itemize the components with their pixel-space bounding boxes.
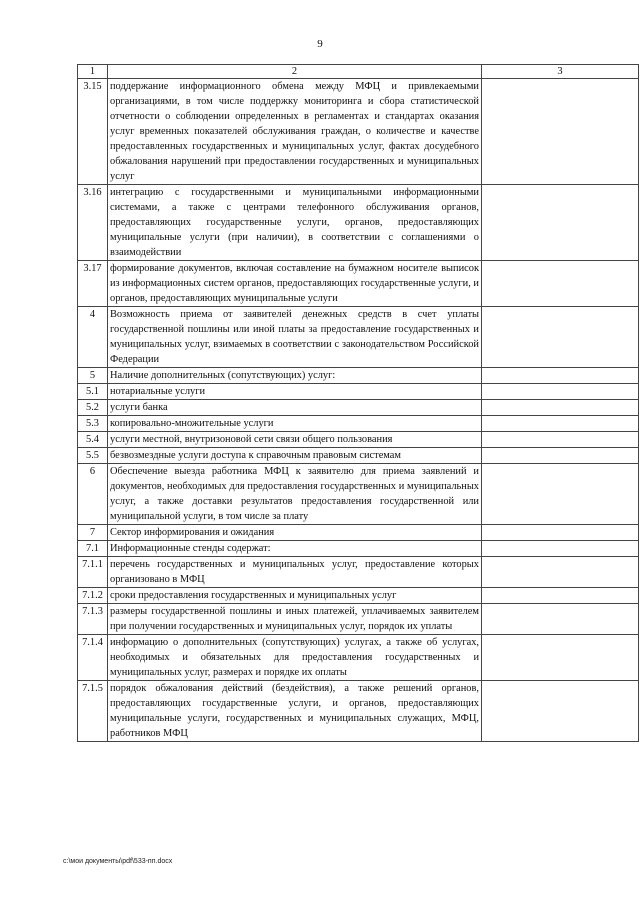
row-number: 4 bbox=[78, 307, 108, 368]
row-number: 5.3 bbox=[78, 416, 108, 432]
header-col-3: 3 bbox=[482, 65, 639, 79]
footer-file-path: c:\мои документы\pdf\533-пп.docx bbox=[63, 858, 173, 865]
row-note bbox=[482, 541, 639, 557]
row-text: поддержание информационного обмена между МФЦ и привлекаемыми организациями, в том числе поддержку мониторинга и сбора статистической отчетности о соблюдении определенных в регламентах и стандартах оказания услуг временных показателей обслуживания граждан, о количестве и качестве предоставленных государственных и муниципальных услуг, фактах досудебного обжалования нарушений при предоставлении государственных и муниципальных услуг bbox=[108, 79, 482, 185]
row-number: 7.1 bbox=[78, 541, 108, 557]
row-text: интеграцию с государственными и муниципальными информационными системами, а также с центрами телефонного обслуживания органов, предоставляющих государственные услуги, органов, предоставляющих муниципальные услуги (при наличии), в соответствии с соглашениями о взаимодействии bbox=[108, 185, 482, 261]
row-note bbox=[482, 588, 639, 604]
row-note bbox=[482, 368, 639, 384]
row-note bbox=[482, 557, 639, 588]
row-text: Наличие дополнительных (сопутствующих) услуг: bbox=[108, 368, 482, 384]
table-row bbox=[78, 588, 639, 604]
table-row bbox=[78, 79, 639, 185]
row-text: нотариальные услуги bbox=[108, 384, 482, 400]
table-row bbox=[78, 635, 639, 681]
row-number: 7.1.2 bbox=[78, 588, 108, 604]
table-row bbox=[78, 541, 639, 557]
row-number: 6 bbox=[78, 464, 108, 525]
row-text: информацию о дополнительных (сопутствующих) услугах, а также об услугах, необходимых и обязательных для предоставления государственных и муниципальных услуг, размерах и порядке их оплаты bbox=[108, 635, 482, 681]
table-row bbox=[78, 400, 639, 416]
row-number: 5.1 bbox=[78, 384, 108, 400]
row-text: услуги банка bbox=[108, 400, 482, 416]
document-table bbox=[77, 64, 639, 742]
row-note bbox=[482, 307, 639, 368]
row-text: безвозмездные услуги доступа к справочным правовым системам bbox=[108, 448, 482, 464]
table-row bbox=[78, 604, 639, 635]
row-text: копировально-множительные услуги bbox=[108, 416, 482, 432]
row-text: формирование документов, включая составление на бумажном носителе выписок из информационных систем органов, предоставляющих государственные услуги, и органов, предоставляющих муниципальные услуги bbox=[108, 261, 482, 307]
row-text: Возможность приема от заявителей денежных средств в счет уплаты государственной пошлины или иной платы за предоставление государственных и муниципальных услуг, взимаемых в соответствии с законодательством Российской Федерации bbox=[108, 307, 482, 368]
row-note bbox=[482, 261, 639, 307]
table-row bbox=[78, 448, 639, 464]
table-row bbox=[78, 432, 639, 448]
row-note bbox=[482, 79, 639, 185]
table-row bbox=[78, 464, 639, 525]
row-text: размеры государственной пошлины и иных платежей, уплачиваемых заявителем при получении государственных и муниципальных услуг, порядок их уплаты bbox=[108, 604, 482, 635]
table-row bbox=[78, 557, 639, 588]
row-note bbox=[482, 448, 639, 464]
row-number: 7.1.3 bbox=[78, 604, 108, 635]
table-row bbox=[78, 416, 639, 432]
table-header bbox=[78, 65, 639, 79]
row-number: 7.1.1 bbox=[78, 557, 108, 588]
header-row bbox=[78, 65, 639, 79]
table-row bbox=[78, 307, 639, 368]
table-row bbox=[78, 261, 639, 307]
row-note bbox=[482, 464, 639, 525]
row-text: порядок обжалования действий (бездействия), а также решений органов, предоставляющих государственные услуги, и органов, предоставляющих муниципальные услуги, государственных и муниципальных служащих, МФЦ, работников МФЦ bbox=[108, 681, 482, 742]
row-note bbox=[482, 185, 639, 261]
table-row bbox=[78, 368, 639, 384]
row-text: Сектор информирования и ожидания bbox=[108, 525, 482, 541]
row-number: 7.1.5 bbox=[78, 681, 108, 742]
row-note bbox=[482, 604, 639, 635]
header-col-2: 2 bbox=[108, 65, 482, 79]
row-number: 7 bbox=[78, 525, 108, 541]
table-row bbox=[78, 185, 639, 261]
row-note bbox=[482, 432, 639, 448]
row-note bbox=[482, 635, 639, 681]
table-row bbox=[78, 681, 639, 742]
row-number: 3.17 bbox=[78, 261, 108, 307]
row-text: перечень государственных и муниципальных услуг, предоставление которых организовано в МФЦ bbox=[108, 557, 482, 588]
row-note bbox=[482, 681, 639, 742]
row-number: 5.5 bbox=[78, 448, 108, 464]
page-number: 9 bbox=[317, 38, 323, 50]
row-note bbox=[482, 384, 639, 400]
row-number: 5.4 bbox=[78, 432, 108, 448]
table-row bbox=[78, 384, 639, 400]
row-number: 3.15 bbox=[78, 79, 108, 185]
table-row bbox=[78, 525, 639, 541]
row-number: 7.1.4 bbox=[78, 635, 108, 681]
row-text: Обеспечение выезда работника МФЦ к заявителю для приема заявлений и документов, необходимых для предоставления государственных и муниципальных услуг, а также доставки результатов предоставления государственной или муниципальной услуги, в том числе за плату bbox=[108, 464, 482, 525]
row-number: 5 bbox=[78, 368, 108, 384]
row-note bbox=[482, 525, 639, 541]
row-text: сроки предоставления государственных и муниципальных услуг bbox=[108, 588, 482, 604]
row-number: 3.16 bbox=[78, 185, 108, 261]
row-text: Информационные стенды содержат: bbox=[108, 541, 482, 557]
row-number: 5.2 bbox=[78, 400, 108, 416]
row-note bbox=[482, 400, 639, 416]
row-text: услуги местной, внутризоновой сети связи общего пользования bbox=[108, 432, 482, 448]
table-body bbox=[78, 79, 639, 742]
header-col-1: 1 bbox=[78, 65, 108, 79]
row-note bbox=[482, 416, 639, 432]
